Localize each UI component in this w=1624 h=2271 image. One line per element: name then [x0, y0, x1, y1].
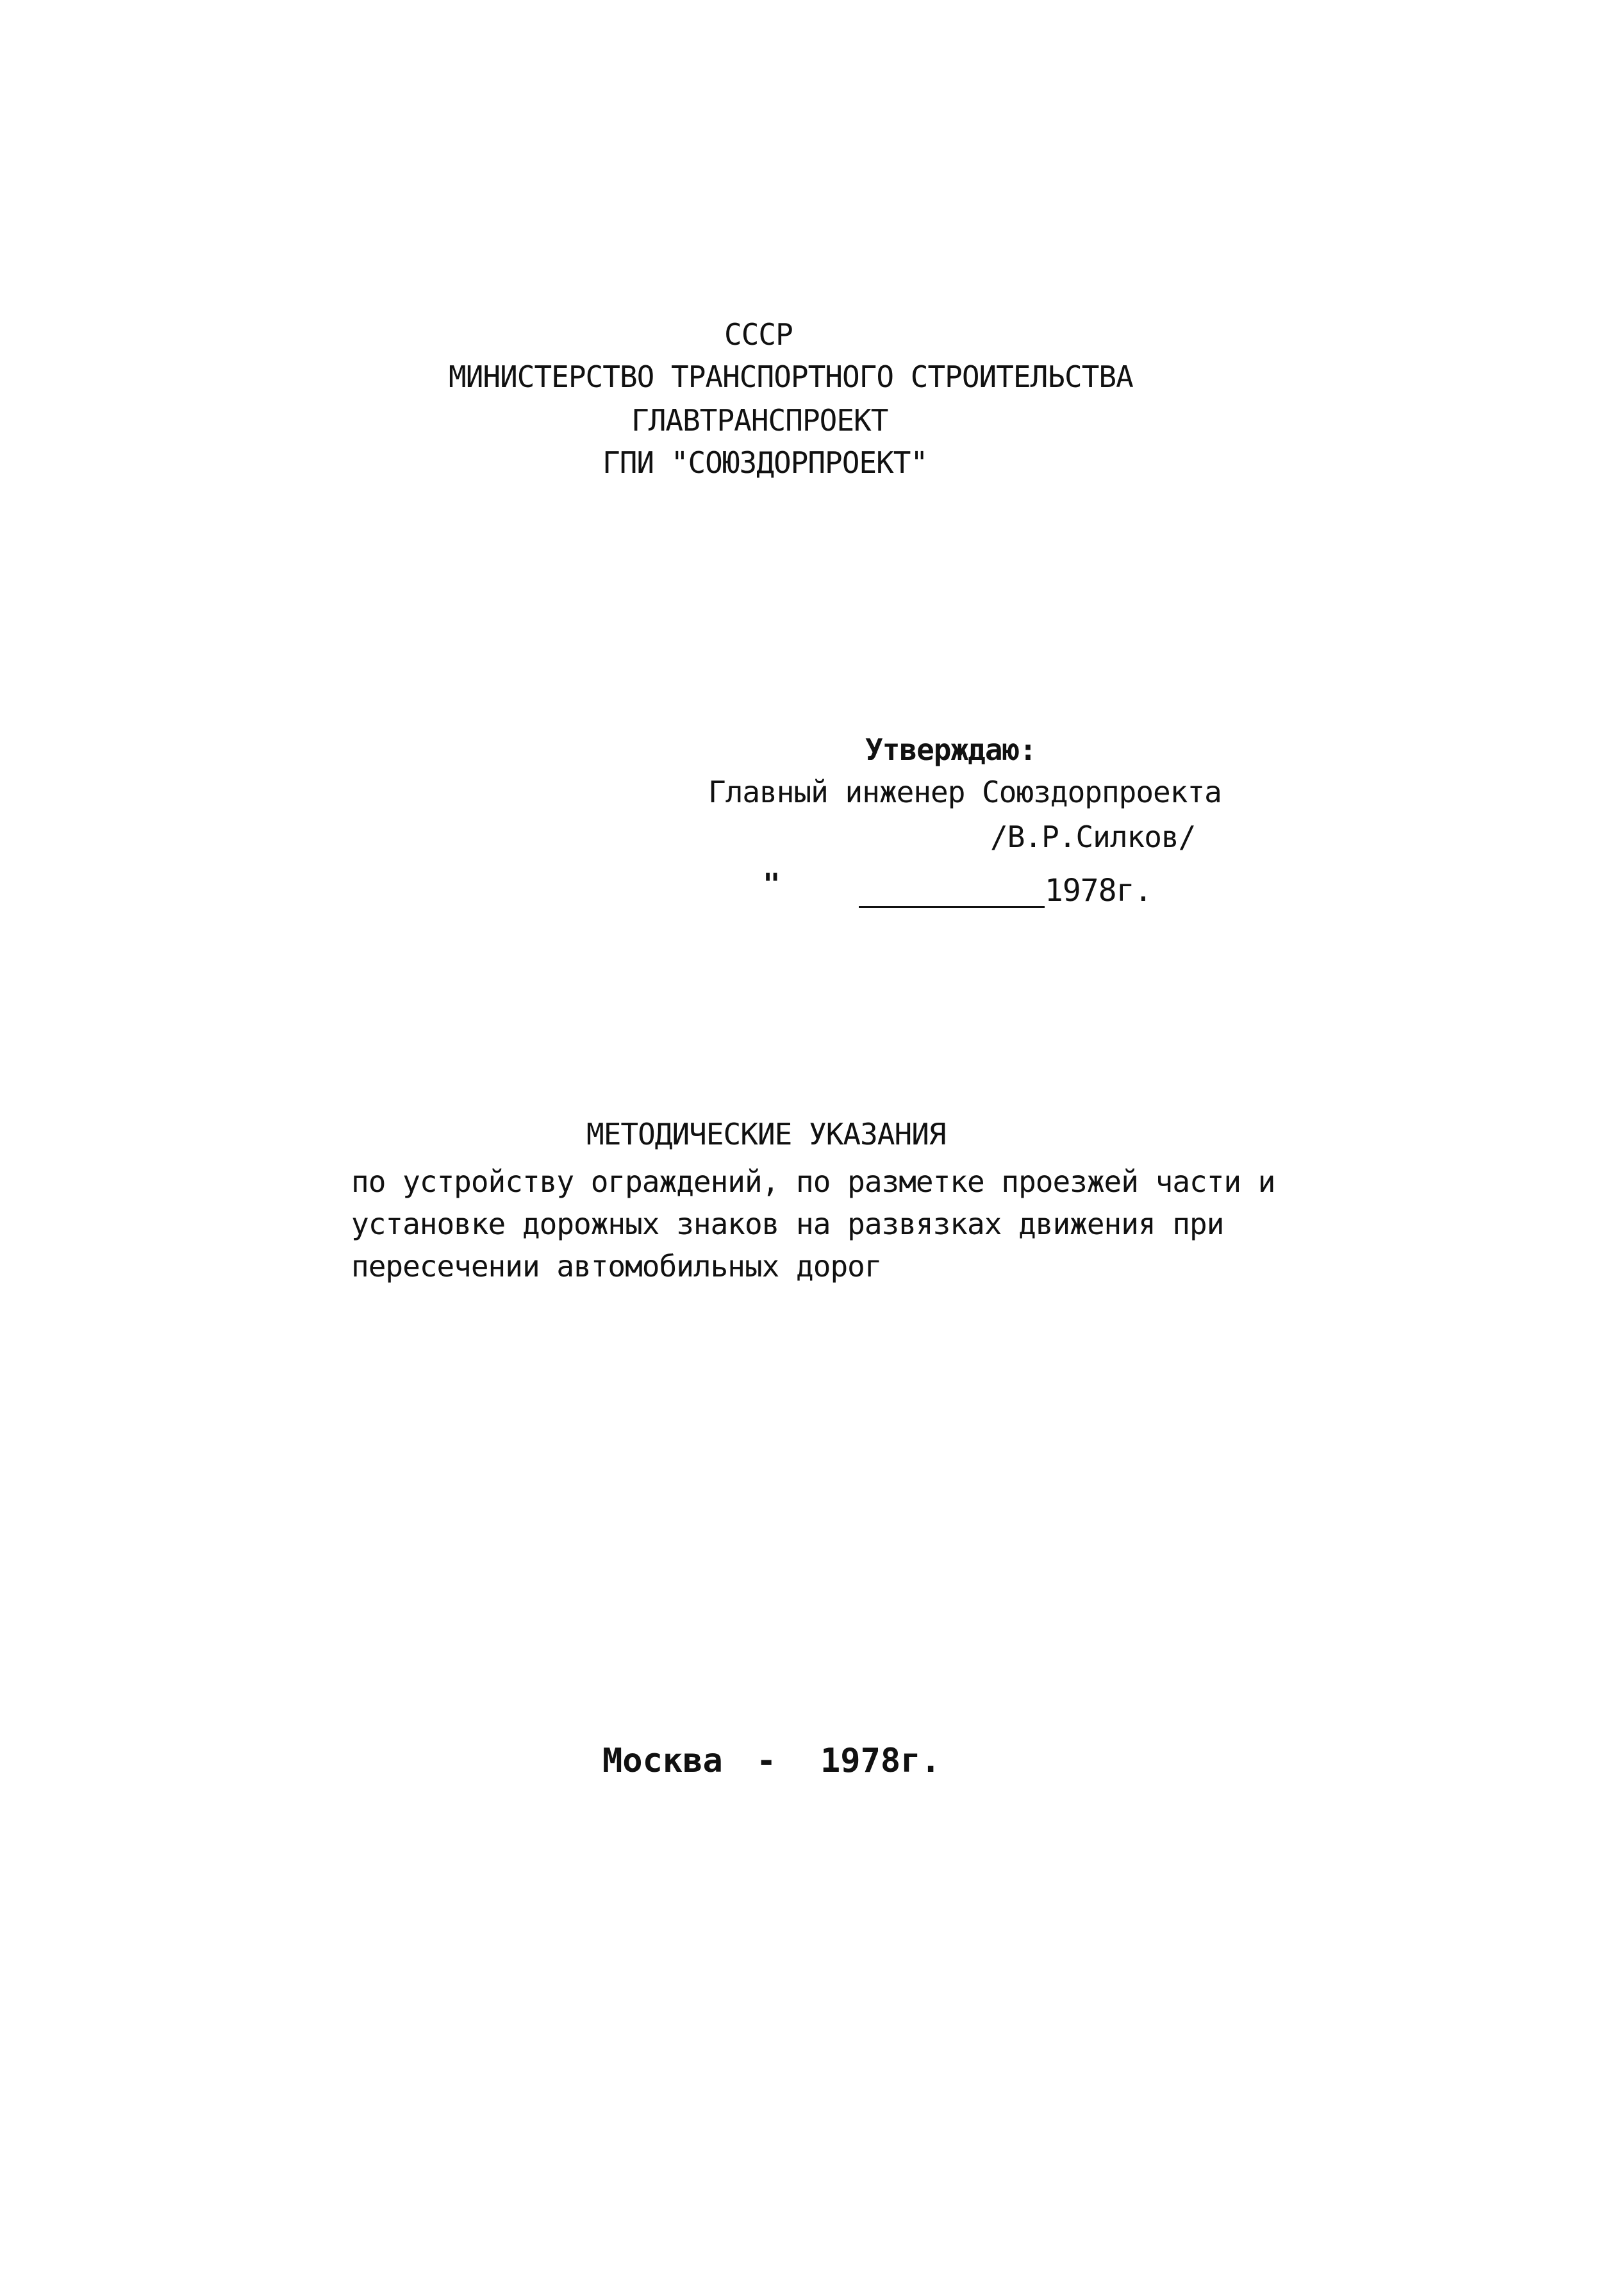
signature-date-line: [859, 906, 1045, 908]
approval-year: 1978г.: [1045, 873, 1152, 909]
ministry-heading: МИНИСТЕРСТВО ТРАНСПОРТНОГО СТРОИТЕЛЬСТВА: [449, 359, 1133, 394]
title-line-1: по устройству ограждений, по разметке проезжей части и: [351, 1164, 1275, 1199]
footer-city: Москва: [602, 1742, 723, 1780]
approver-position: Главный инженер Союздорпроекта: [708, 775, 1222, 809]
directorate-heading: ГЛАВТРАНСПРОЕКТ: [631, 403, 888, 438]
approve-label: Утверждаю:: [865, 732, 1036, 767]
title-line-3: пересечении автомобильных дорог: [351, 1249, 882, 1284]
footer-year: 1978г.: [820, 1742, 941, 1780]
date-quote-mark: ": [763, 867, 780, 902]
institute-heading: ГПИ "СОЮЗДОРПРОЕКТ": [602, 445, 928, 480]
country-heading: СССР: [724, 317, 793, 352]
document-title: МЕТОДИЧЕСКИЕ УКАЗАНИЯ: [586, 1117, 946, 1152]
approver-name: /В.Р.Силков/: [990, 820, 1196, 854]
footer-dash: -: [756, 1742, 777, 1780]
title-line-2: установке дорожных знаков на развязках движения при: [351, 1207, 1224, 1241]
